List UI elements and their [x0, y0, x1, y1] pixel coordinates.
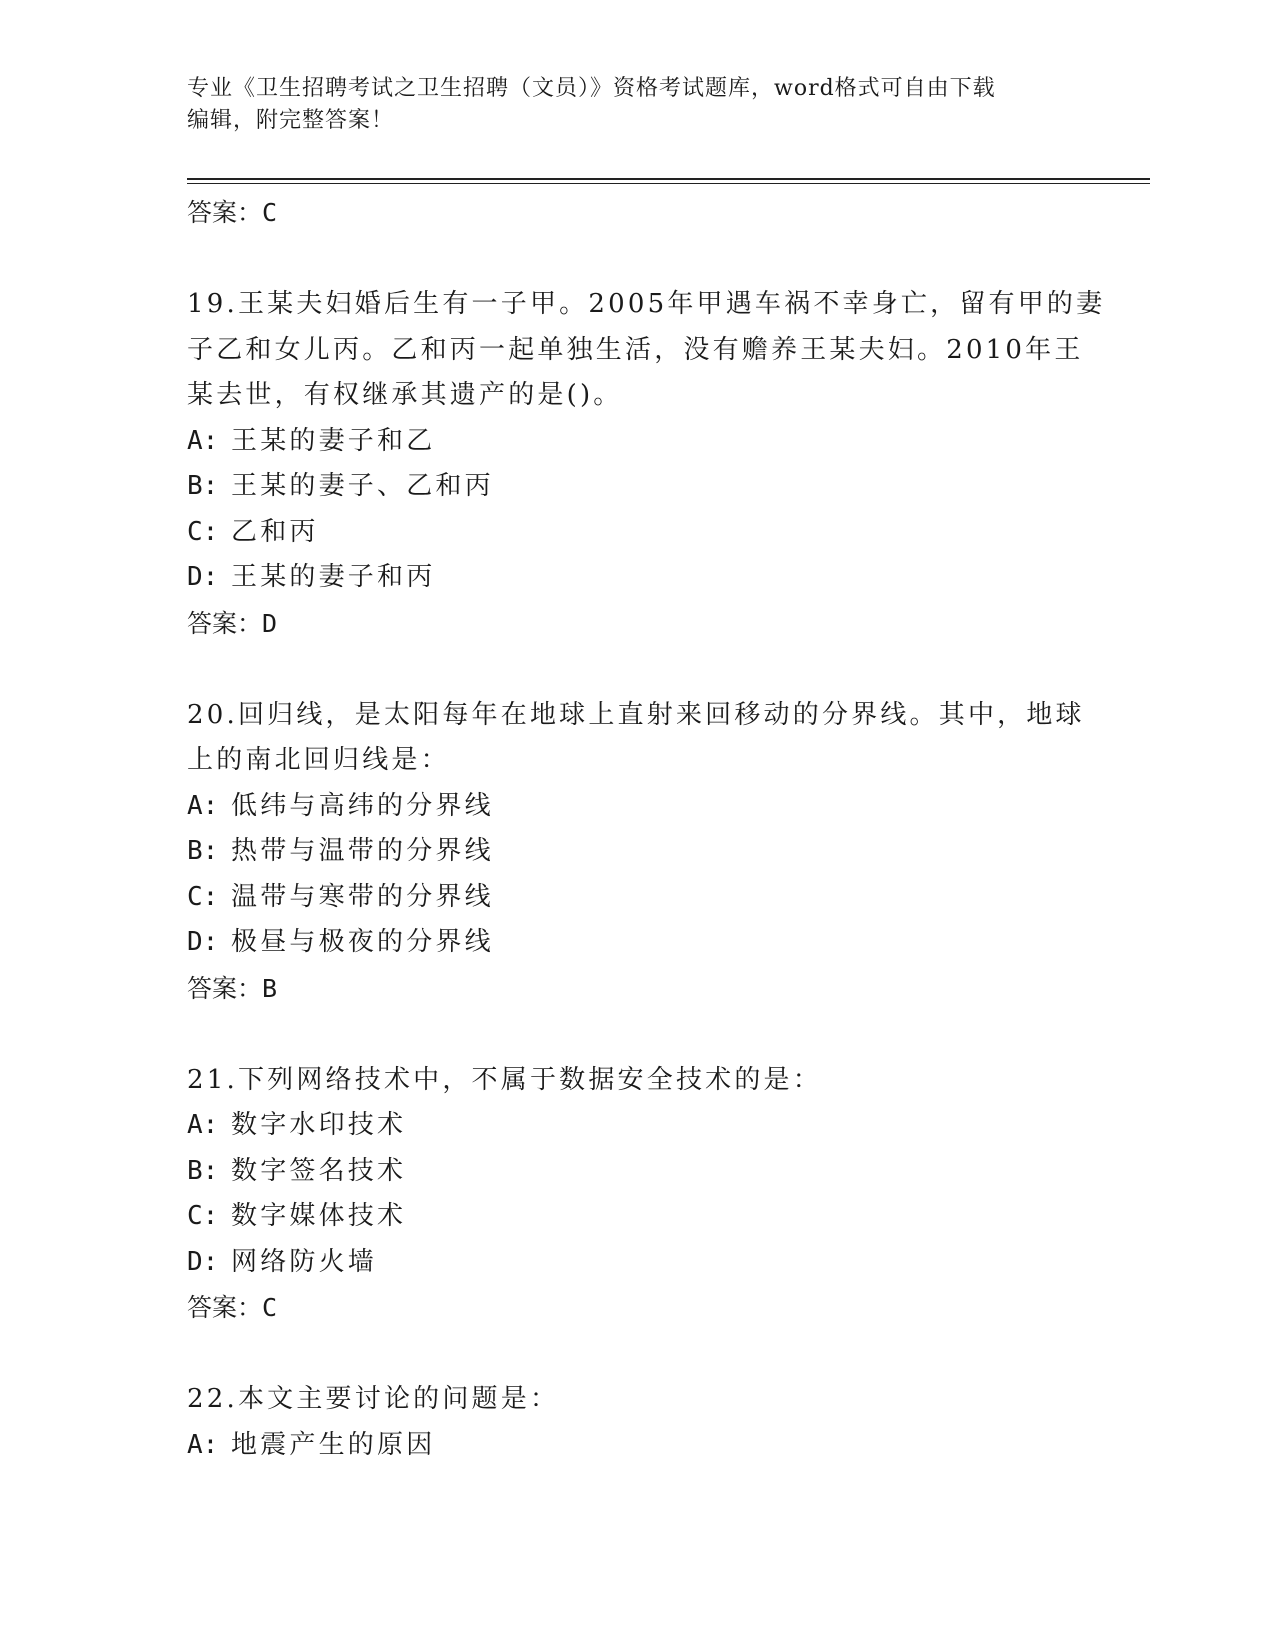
answer-option — [187, 555, 1087, 601]
answer-option — [187, 829, 1087, 875]
question-stem-line: 20.回归线，是太阳每年在地球上直射来回移动的分界线。其中，地球 — [187, 699, 1085, 730]
option-text: 数字签名技术 — [231, 1155, 407, 1186]
question-stem — [187, 282, 1106, 419]
option-text: 极昼与极夜的分界线 — [231, 927, 494, 957]
answer-label: 答案： — [187, 198, 263, 227]
question-block — [187, 693, 1087, 1012]
option-text: 地震产生的原因 — [231, 1429, 436, 1460]
answer-value: B — [262, 973, 278, 1003]
question-spacer — [187, 236, 1087, 282]
question-list — [187, 190, 1106, 1468]
question-stem-line: 19.王某夫妇婚后生有一子甲。2005年甲遇车祸不幸身亡，留有甲的妻 — [187, 289, 1106, 319]
option-key: A: — [187, 425, 219, 456]
answer-line — [187, 190, 1087, 236]
answer-option — [187, 784, 1087, 830]
answer-option — [187, 1240, 1087, 1286]
option-key: C: — [187, 881, 219, 912]
answer-line — [187, 601, 1087, 647]
option-text: 低纬与高纬的分界线 — [231, 790, 494, 821]
answer-label: 答案： — [187, 973, 263, 1003]
answer-option — [187, 1149, 1087, 1195]
option-key: B: — [187, 471, 219, 501]
answer-option — [187, 1423, 1087, 1469]
option-key: B: — [187, 836, 219, 866]
option-key: B: — [187, 1155, 219, 1186]
option-key: D: — [187, 927, 219, 957]
answer-label: 答案： — [187, 608, 263, 638]
document-header — [187, 73, 1087, 137]
header-line: 编辑，附完整答案！ — [187, 108, 395, 133]
answer-line — [187, 1285, 1087, 1331]
option-text: 王某的妻子和乙 — [231, 425, 436, 456]
header-divider-thin — [187, 183, 1150, 184]
question-stem — [187, 1058, 1087, 1104]
question-stem — [187, 693, 1087, 784]
answer-value: D — [262, 608, 278, 638]
option-text: 乙和丙 — [231, 516, 319, 547]
option-key: D: — [187, 1246, 219, 1277]
question-stem-line: 上的南北回归线是： — [187, 745, 450, 775]
option-text: 温带与寒带的分界线 — [231, 881, 494, 912]
question-stem — [187, 1377, 1087, 1423]
answer-value: C — [262, 1293, 278, 1322]
question-spacer — [187, 1012, 1087, 1058]
option-key: A: — [187, 1110, 219, 1140]
option-key: C: — [187, 1201, 219, 1231]
option-text: 数字水印技术 — [231, 1110, 407, 1140]
answer-option — [187, 875, 1087, 921]
option-text: 王某的妻子和丙 — [231, 562, 436, 592]
option-key: D: — [187, 562, 219, 592]
answer-option — [187, 419, 1087, 465]
option-key: C: — [187, 516, 219, 547]
option-text: 网络防火墙 — [231, 1246, 378, 1277]
question-block — [187, 1058, 1087, 1332]
question-block — [187, 282, 1106, 647]
question-stem-line: 某去世，有权继承其遗产的是()。 — [187, 380, 623, 410]
question-spacer — [187, 647, 1087, 693]
option-text: 数字媒体技术 — [231, 1201, 407, 1231]
option-text: 热带与温带的分界线 — [231, 836, 494, 866]
question-stem-line: 22.本文主要讨论的问题是： — [187, 1384, 560, 1414]
option-text: 王某的妻子、乙和丙 — [231, 471, 494, 501]
answer-option — [187, 510, 1087, 556]
question-block — [187, 1377, 1087, 1468]
option-key: A: — [187, 1429, 219, 1460]
header-divider — [187, 178, 1150, 180]
answer-option — [187, 1194, 1087, 1240]
question-stem-line: 21.下列网络技术中，不属于数据安全技术的是： — [187, 1064, 822, 1095]
answer-label: 答案： — [187, 1293, 263, 1322]
option-key: A: — [187, 790, 219, 821]
answer-value: C — [262, 198, 278, 227]
answer-option — [187, 1103, 1087, 1149]
header-line: 专业《卫生招聘考试之卫生招聘（文员）》资格考试题库，word格式可自由下载 — [187, 76, 996, 101]
answer-line — [187, 966, 1087, 1012]
question-stem-line: 子乙和女儿丙。乙和丙一起单独生活，没有赡养王某夫妇。2010年王 — [187, 334, 1084, 365]
answer-option — [187, 464, 1087, 510]
question-spacer — [187, 1331, 1087, 1377]
answer-option — [187, 920, 1087, 966]
